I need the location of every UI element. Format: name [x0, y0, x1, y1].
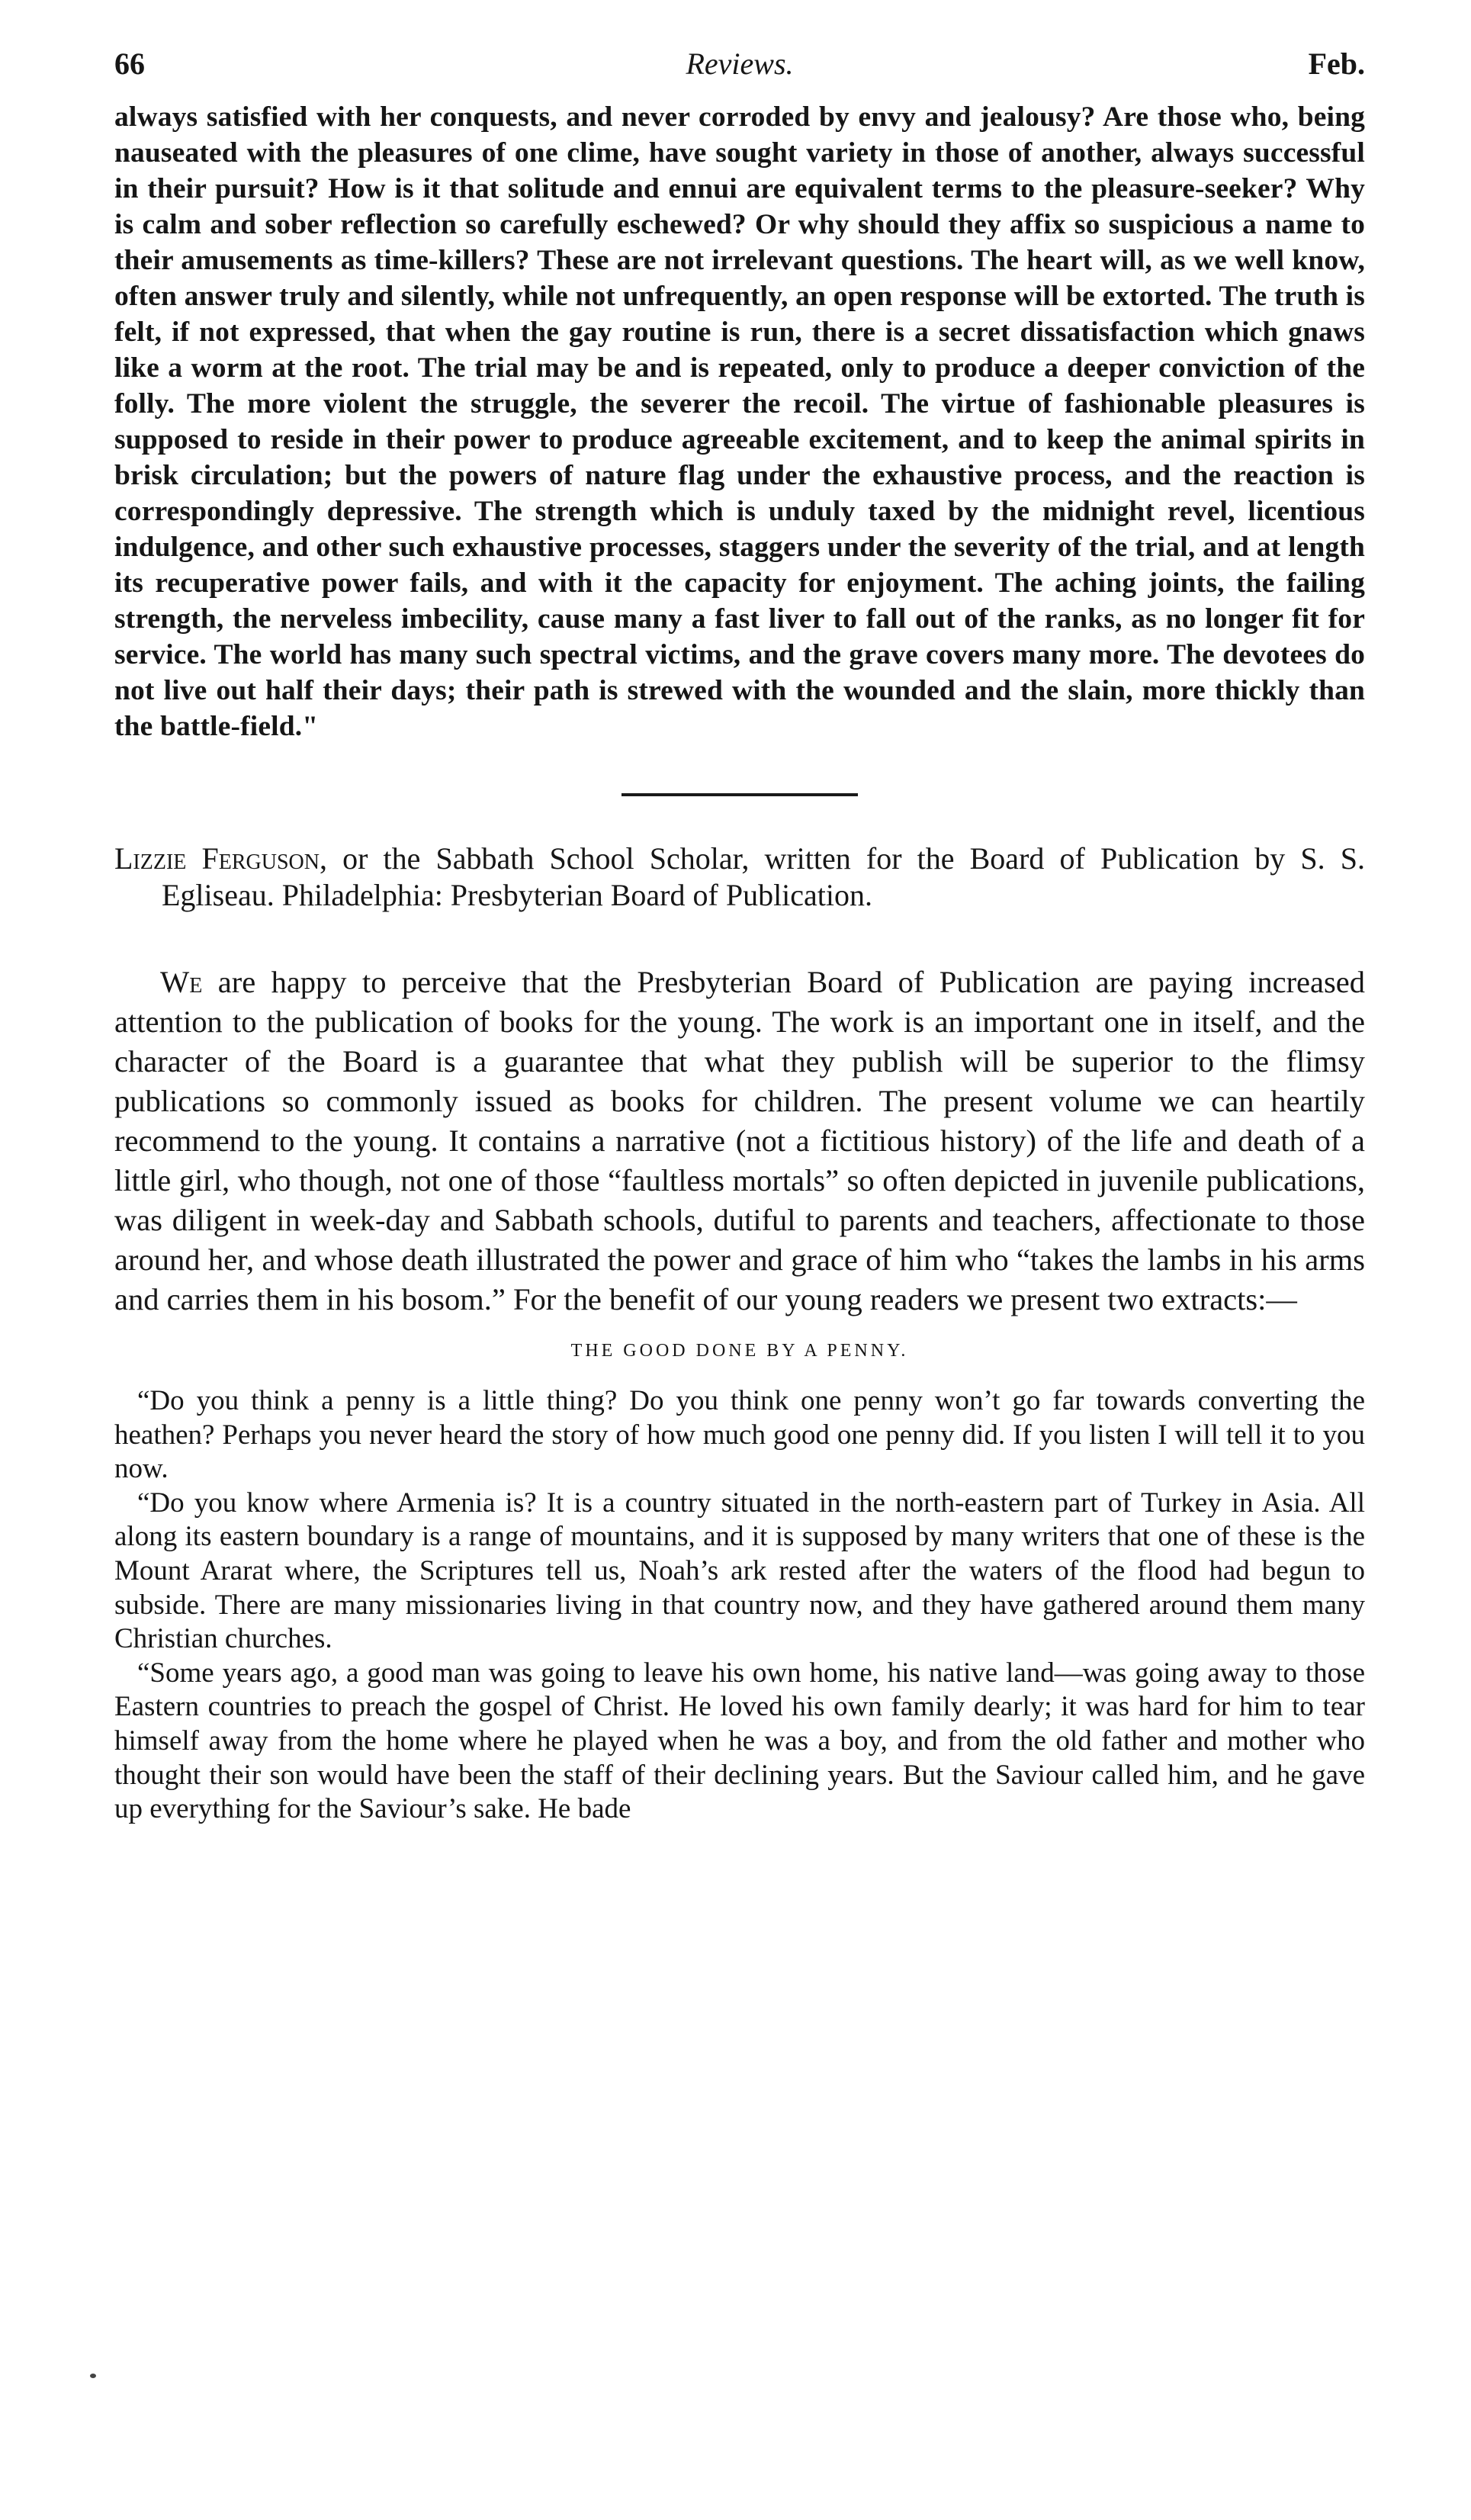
ink-speck	[90, 2374, 96, 2378]
extract-paragraph: “Do you think a penny is a little thing? Do you think one penny won’t go far towards converting the heathen? Perhaps you never heard the story of how much good one penny did. If you listen I will tell it to you now.	[114, 1385, 1365, 1485]
running-title: Reviews.	[686, 47, 794, 81]
review-intro-paragraph	[114, 963, 1365, 1319]
running-header	[114, 46, 1365, 95]
book-citation: , or the Sabbath School Scholar, written for the Board of Publication by S. S. Egliseau. Philadelphia: Presbyterian Board of Publication.	[162, 841, 1365, 912]
issue-month: Feb.	[1308, 47, 1365, 81]
review-heading	[114, 841, 1365, 914]
extract-paragraph: “Some years ago, a good man was going to leave his own home, his native land—was going away to those Eastern countries to preach the gospel of Christ. He loved his own family dearly; it was hard for him to tear himself away from the home where he played when he was a boy, and from the old father and mother who thought their son would have been the staff of their declining years. But the Saviour called him, and he gave up everything for the Saviour’s sake. He bade	[114, 1657, 1365, 1825]
book-title: Lizzie Ferguson	[114, 841, 320, 876]
quoted-passage: always satisfied with her conquests, and never corroded by envy and jealousy? Are those who, being nauseated with the pleasures of one clime, have sought variety in those of another, always successful in their pursuit? How is it that solitude and ennui are equivalent terms to the pleasure-seeker? Why is calm and sober reflection so carefully eschewed? Or why should they affix so suspicious a name to their amusements as time-killers? These are not irrelevant questions. The heart will, as we well know, often answer truly and silently, while not unfrequently, an open response will be extorted. The truth is felt, if not expressed, that when the gay routine is run, there is a secret dissatisfaction which gnaws like a worm at the root. The trial may be and is repeated, only to produce a deeper conviction of the folly. The more violent the struggle, the severer the recoil. The virtue of fashionable pleasures is supposed to reside in their power to produce agreeable excitement, and to keep the animal spirits in brisk circulation; but the powers of nature flag under the exhaustive process, and the reaction is correspondingly depressive. The strength which is unduly taxed by the midnight revel, licentious indulgence, and other such exhaustive processes, staggers under the severity of the trial, and at length its recuperative power fails, and with it the capacity for enjoyment. The aching joints, the failing strength, the nerveless imbecility, cause many a fast liver to fall out of the ranks, as no longer fit for service. The world has many such spectral victims, and the grave covers many more. The devotees do not live out half their days; their path is strewed with the wounded and the slain, more thickly than the battle-field."	[114, 101, 1365, 742]
extract-paragraph: “Do you know where Armenia is? It is a country situated in the north-eastern part of Turkey in Asia. All along its eastern boundary is a range of mountains, and it is supposed by many writers that one of these is the Mount Ararat where, the Scriptures tell us, Noah’s ark rested after the waters of the flood had begun to subside. There are many missionaries living in that country now, and they have gathered around them many Christian churches.	[114, 1487, 1365, 1655]
intro-first-word: We	[160, 965, 203, 999]
page-number: 66	[114, 47, 145, 81]
intro-text: are happy to perceive that the Presbyterian Board of Publication are paying increased attention to the publication of books for the young. The work is an important one in itself, and the character of the Board is a guarantee that what they publish will be superior to the flimsy publications so commonly issued as books for children. The present volume we can heartily recommend to the young. It contains a narrative (not a fictitious history) of the life and death of a little girl, who though, not one of those “faultless mortals” so often depicted in juvenile publications, was diligent in week-day and Sabbath schools, dutiful to parents and teachers, affectionate to those around her, and whose death illustrated the power and grace of him who “takes the lambs in his arms and carries them in his bosom.” For the benefit of our young readers we present two extracts:—	[114, 965, 1365, 1316]
extract-block	[114, 1384, 1365, 1827]
quoted-passage-block	[114, 99, 1365, 744]
section-divider	[621, 793, 858, 796]
extract-heading: THE GOOD DONE BY A PENNY.	[570, 1341, 909, 1361]
page	[114, 46, 1365, 1827]
